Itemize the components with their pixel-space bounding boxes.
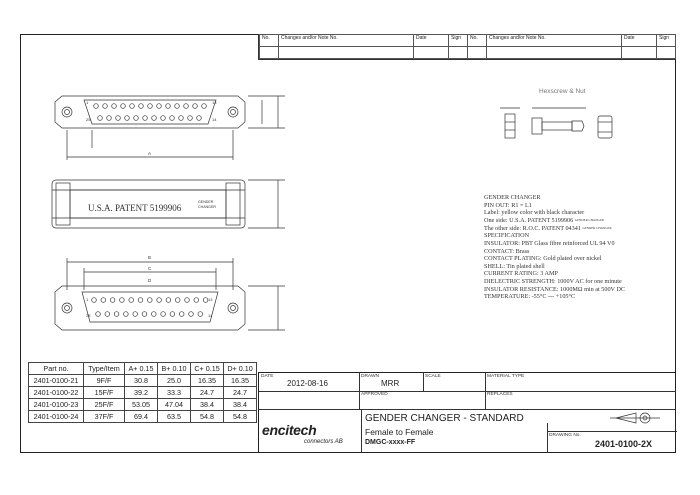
note-line: INSULATOR: PBT Glass fibre reinforced UL 94 V0 [484, 240, 615, 247]
note-line: TEMPERATURE: -55°C --- +105°C [484, 293, 576, 301]
pin [198, 312, 203, 317]
material-label: MATERIAL TYPE [487, 374, 525, 379]
pin [152, 116, 157, 121]
parts-cell: 38.4 [191, 399, 224, 411]
parts-cell: 24.7 [191, 387, 224, 399]
parts-cell: 54.8 [191, 411, 224, 423]
pin [129, 298, 134, 303]
note-line: INSULATOR RESISTANCE: 1000MΩ min at 500V DC [484, 285, 626, 293]
pin [170, 312, 175, 317]
parts-cell: 2401-0100-24 [29, 411, 84, 423]
bottom-view-pins [92, 298, 208, 317]
parts-header: Type/Item [84, 363, 125, 375]
parts-header: C+ 0.15 [191, 363, 224, 375]
hexscrew-detail [500, 108, 612, 138]
pin [161, 116, 166, 121]
drawn-value: MRR [381, 379, 400, 388]
pin [170, 116, 175, 121]
parts-header: B+ 0.10 [158, 363, 191, 375]
parts-header: D+ 0.10 [224, 363, 257, 375]
pin [166, 104, 171, 109]
pin-label-25: 25 [86, 117, 91, 122]
pin [194, 298, 199, 303]
logo-text: encitech [262, 422, 317, 438]
top-view-pins [94, 104, 207, 121]
parts-cell: 63.5 [158, 411, 191, 423]
pin [197, 116, 202, 121]
pin-label-1-b: 1 [86, 297, 89, 302]
pin [188, 116, 193, 121]
pin [152, 312, 157, 317]
pin [179, 312, 184, 317]
parts-cell: 54.8 [224, 411, 257, 423]
patent-text: U.S.A. PATENT 5199906 [88, 203, 182, 213]
logo-subtext: connectors AB [304, 439, 343, 445]
drawing-title: GENDER CHANGER - STANDARD [365, 413, 524, 424]
pin-label-25-b: 25 [86, 313, 91, 318]
drawing-no-label: DRAWING No. [549, 433, 581, 438]
note-line: PIN OUT: R1 = L1 [484, 201, 532, 209]
pin [92, 298, 97, 303]
rev-header-no-2: No. [468, 35, 487, 47]
parts-cell: 2401-0100-21 [29, 375, 84, 387]
drawing-model: DMGC-xxxx-FF [365, 439, 416, 446]
parts-cell: 47.04 [158, 399, 191, 411]
encitech-logo [262, 422, 357, 450]
pin [105, 312, 110, 317]
rev-header-date-1: Date [414, 35, 449, 47]
dim-a-label: A [148, 151, 152, 156]
dim-d-label: D [148, 278, 152, 283]
parts-cell: 25F/F [84, 399, 125, 411]
pin-label-13-b: 13 [208, 297, 213, 302]
pin [179, 116, 184, 121]
pin [157, 104, 162, 109]
pin [166, 298, 171, 303]
date-value: 2012-08-16 [287, 379, 328, 388]
pin [185, 298, 190, 303]
note-line: The other side: R.O.C. PATENT 04341 GENDER CHANGER [484, 224, 612, 232]
pin [175, 298, 180, 303]
parts-cell: 16.35 [224, 375, 257, 387]
rev-header-no-1: No. [260, 35, 279, 47]
parts-cell: 39.2 [125, 387, 158, 399]
parts-cell: 69.4 [125, 411, 158, 423]
dim-b-label: B [148, 255, 152, 260]
dim-c-label: C [148, 266, 152, 271]
pin [120, 298, 125, 303]
top-view-connector [55, 96, 285, 160]
pin [157, 298, 162, 303]
note-line: CONTACT PLATING: Gold plated over nickel [484, 255, 602, 263]
pin [112, 104, 117, 109]
pin-label-1: 1 [86, 100, 89, 105]
rev-header-sign-1: Sign [449, 35, 468, 47]
pin [103, 104, 108, 109]
pin [114, 312, 119, 317]
parts-cell: 16.35 [191, 375, 224, 387]
drawn-label: DRAWN [361, 374, 379, 379]
pin [189, 312, 194, 317]
pin [98, 116, 103, 121]
pin [193, 104, 198, 109]
table-row [29, 375, 257, 387]
note-line: Label: yellow color with black character [484, 209, 585, 217]
drawing-no: 2401-0100-2X [595, 439, 653, 449]
pin [138, 298, 143, 303]
note-line: One side: U.S.A. PATENT 5199906 GENDER CHANGER [484, 217, 604, 224]
rev-header-changes-1: Changes and/or Note No. [279, 35, 414, 47]
pin [130, 104, 135, 109]
pin [161, 312, 166, 317]
parts-cell: 53.05 [125, 399, 158, 411]
pin [139, 104, 144, 109]
parts-cell: 2401-0100-23 [29, 399, 84, 411]
pin [175, 104, 180, 109]
pin [121, 104, 126, 109]
pin [143, 116, 148, 121]
body-small-text-2: CHANGER [198, 205, 216, 209]
parts-cell: 25.0 [158, 375, 191, 387]
parts-header: A+ 0.15 [125, 363, 158, 375]
bottom-view-connector [55, 258, 285, 330]
note-line: SHELL: Tin plated shell [484, 262, 545, 270]
pin [125, 116, 130, 121]
approved-label: APPROVED [361, 392, 388, 397]
date-label: DATE [261, 374, 274, 379]
specification-notes [484, 194, 674, 301]
note-line: DIELECTRIC STRENGTH: 1000V AC for one minute [484, 277, 622, 285]
parts-cell: 24.7 [224, 387, 257, 399]
pin [142, 312, 147, 317]
scale-label: SCALE [425, 374, 441, 379]
pin [202, 104, 207, 109]
table-row [29, 387, 257, 399]
pin [148, 298, 153, 303]
pin-label-14: 14 [212, 117, 217, 122]
rev-header-date-2: Date [622, 35, 657, 47]
drawing-subtitle: Female to Female [365, 427, 434, 437]
replaces-label: REPLACES [487, 392, 513, 397]
note-line: CURRENT RATING: 3 AMP [484, 270, 558, 278]
pin [148, 104, 153, 109]
parts-cell: 9F/F [84, 375, 125, 387]
pin [116, 116, 121, 121]
note-line: CONTACT: Brass [484, 247, 530, 255]
pin [110, 298, 115, 303]
parts-cell: 2401-0100-22 [29, 387, 84, 399]
note-line: GENDER CHANGER [484, 194, 541, 201]
parts-cell: 37F/F [84, 411, 125, 423]
pin-label-13: 13 [212, 100, 217, 105]
rev-header-sign-2: Sign [657, 35, 676, 47]
pin [124, 312, 129, 317]
table-row [29, 399, 257, 411]
pin [101, 298, 106, 303]
pin [134, 116, 139, 121]
hexscrew-title: Hexscrew & Nut [539, 88, 586, 95]
parts-cell: 38.4 [224, 399, 257, 411]
parts-cell: 33.3 [158, 387, 191, 399]
parts-table [28, 362, 257, 423]
pin [133, 312, 138, 317]
pin [96, 312, 101, 317]
note-line: SPECIFICATION [484, 232, 530, 240]
rev-header-changes-2: Changes and/or Note No. [487, 35, 622, 47]
pin [107, 116, 112, 121]
pin [184, 104, 189, 109]
parts-cell: 15F/F [84, 387, 125, 399]
pin [94, 104, 99, 109]
table-row [29, 411, 257, 423]
parts-cell: 30.8 [125, 375, 158, 387]
body-small-text-1: GENDER [198, 200, 214, 204]
pin-label-14-b: 14 [208, 313, 213, 318]
parts-header: Part no. [29, 363, 84, 375]
